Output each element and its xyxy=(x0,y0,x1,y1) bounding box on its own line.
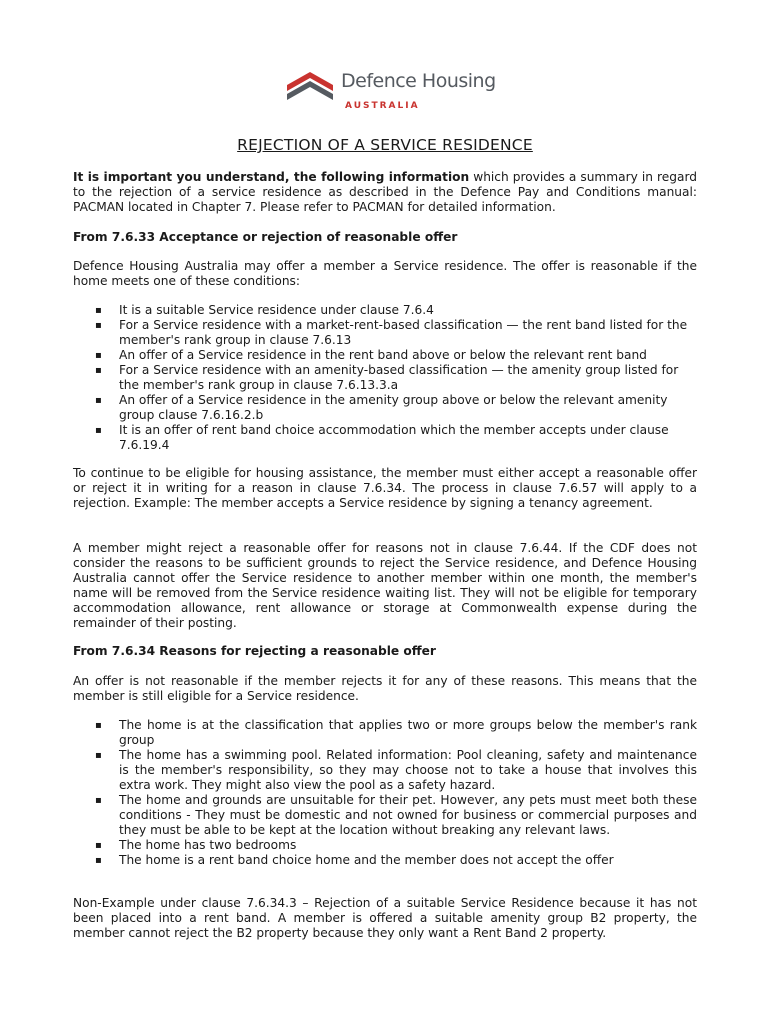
list-item: ▪ For a Service residence with an amenity-based classification — the amenity group listed for the member's rank group in clause 7.6.13.3.a xyxy=(73,363,697,393)
intro-paragraph xyxy=(73,170,697,215)
list-item: ▪ The home has two bedrooms xyxy=(73,838,697,853)
list-item: ▪ An offer of a Service residence in the rent band above or below the relevant rent band xyxy=(73,348,697,363)
intro-bold: It is important you understand, the following information xyxy=(73,170,470,184)
list-item: ▪ It is an offer of rent band choice accommodation which the member accepts under clause 7.6.19.4 xyxy=(73,423,697,453)
section1-list xyxy=(73,303,697,453)
list-item: ▪ For a Service residence with a market-rent-based classification — the rent band listed for the member's rank group in clause 7.6.13 xyxy=(73,318,697,348)
list-item: ▪ The home is a rent band choice home and the member does not accept the offer xyxy=(73,853,697,868)
list-item: ▪ It is a suitable Service residence under clause 7.6.4 xyxy=(73,303,697,318)
section2-heading: From 7.6.34 Reasons for rejecting a reasonable offer xyxy=(73,644,436,658)
logo-name: Defence Housing xyxy=(341,70,496,92)
section2-list xyxy=(73,718,697,868)
list-item: ▪ The home has a swimming pool. Related information: Pool cleaning, safety and maintenance is the member's responsibility, so they may choose not to take a house that involves this extra work. They might also view the pool as a safety hazard. xyxy=(73,748,697,793)
list-item: ▪ The home and grounds are unsuitable for their pet. However, any pets must meet both these conditions - They must be domestic and not owned for business or commercial purposes and they must be able to be kept at the location without breaking any relevant laws. xyxy=(73,793,697,838)
list-item: ▪ The home is at the classification that applies two or more groups below the member's rank group xyxy=(73,718,697,748)
intro-rest: which provides a summary in regard to the rejection of a service residence as described in the Defence Pay and Conditions manual: PACMAN located in Chapter 7. Please refer to PACMAN for detailed information. xyxy=(73,170,697,214)
page-title: REJECTION OF A SERVICE RESIDENCE xyxy=(237,136,533,154)
logo-subtitle: AUSTRALIA xyxy=(345,101,420,111)
section1-paragraph: Defence Housing Australia may offer a member a Service residence. The offer is reasonable if the home meets one of these conditions: xyxy=(73,259,697,288)
section2-paragraph-2: Non-Example under clause 7.6.34.3 – Rejection of a suitable Service Residence because it has not been placed into a rent band. A member is offered a suitable amenity group B2 property, the member cannot reject the B2 property because they only want a Rent Band 2 property. xyxy=(73,896,697,940)
roof-chevrons-icon xyxy=(286,72,336,106)
section1-heading: From 7.6.33 Acceptance or rejection of reasonable offer xyxy=(73,230,458,244)
section2-paragraph: An offer is not reasonable if the member rejects it for any of these reasons. This means that the member is still eligible for a Service residence. xyxy=(73,674,697,703)
section1-paragraph-3: A member might reject a reasonable offer for reasons not in clause 7.6.44. If the CDF does not consider the reasons to be sufficient grounds to reject the Service residence, and Defence Housing Australia cannot offer the Service residence to another member within one month, the member's name will be removed from the Service residence waiting list. They will not be eligible for temporary accommodation allowance, rent allowance or storage at Commonwealth expense during the remainder of their posting. xyxy=(73,541,697,630)
section1-paragraph-2: To continue to be eligible for housing assistance, the member must either accept a reasonable offer or reject it in writing for a reason in clause 7.6.34. The process in clause 7.6.57 will apply to a rejection. Example: The member accepts a Service residence by signing a tenancy agreement. xyxy=(73,466,697,510)
list-item: ▪ An offer of a Service residence in the amenity group above or below the relevant amenity group clause 7.6.16.2.b xyxy=(73,393,697,423)
dha-logo xyxy=(286,70,496,114)
